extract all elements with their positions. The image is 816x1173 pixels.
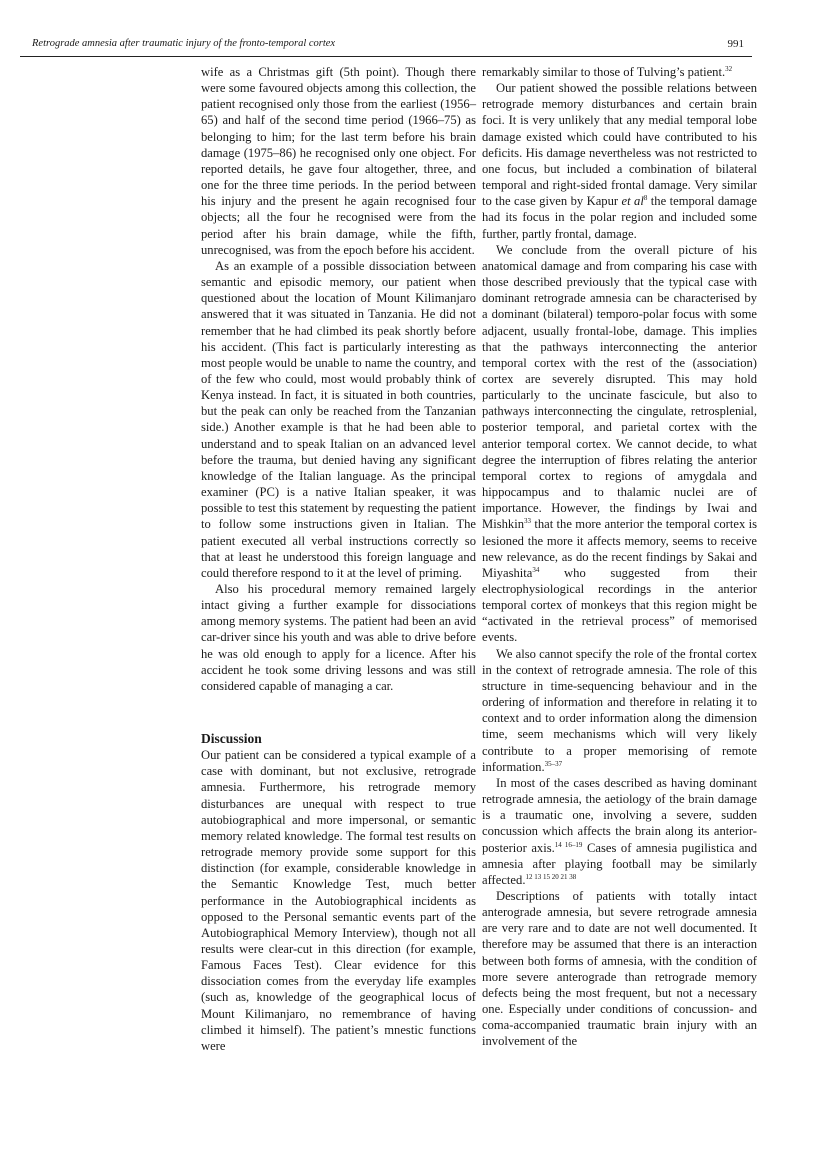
text-run: Cases of amnesia pugilistica and amnesia after playing football may be similarly affected. — [482, 840, 758, 887]
paragraph — [482, 80, 757, 242]
running-title: Retrograde amnesia after traumatic injury of the fronto-temporal cortex — [32, 38, 336, 49]
paragraph — [482, 64, 757, 80]
text-run: We also cannot specify the role of the frontal cortex in the context of retrograde amnesia. The role of this structure in time-sequencing behaviour and in the ordering of information and therefore in relating it to context and to order information along the dimension time, seem mechanisms which will very likely contribute to a proper memorising of remote information. — [482, 646, 757, 774]
citation-ref: 33 — [524, 517, 531, 526]
running-header — [32, 38, 744, 56]
paragraph: wife as a Christmas gift (5th point). Though there were some favoured objects among this collection, the patient recognised only those from the earliest (1956–65) and half of the second time period (1966–75) as belonging to him; for the last term before his brain damage (1975–86) he recognised only one object. For reported details, he gave four altogether, three, and one for the three time periods. In the period between his injury and the present he again recognised four objects; all the four he recognised were from the period after his brain damage, while the fifth, unrecognised, was from the epoch before his accident. — [201, 65, 476, 257]
text-run: We conclude from the overall picture of his anatomical damage and from comparing his case with those described previously that the typical case with dominant retrograde amnesia can be characterised by a dominant (bilateral) temporo-polar focus with some adjacent, usually frontal-lobe, damage. This implies that the pathways interconnecting the anterior temporal cortex with the rest of the (association) cortex are severely disrupted. This may hold particularly to the uncinate fascicule, but also to pathways interconnecting the cingulate, retrosplenial, posterior temporal, and parietal cortex with the anterior temporal cortex. We cannot decide, to what degree the interruption of fibres relating the anterior temporal cortex to regions of amygdala and hippocampus and to thalamic nuclei are of importance. However, the findings by Iwai and Mishkin — [482, 242, 757, 532]
header-rule — [20, 56, 752, 57]
text-run: Our patient showed the possible relations between retrograde memory disturbances and certain brain foci. It is very unlikely that any medial temporal lobe damage existed which could have contributed to his deficits. His damage nevertheless was not restricted to one focus, but included a combination of bilateral temporal and right-sided frontal damage. Very similar to the case given by Kapur — [482, 81, 757, 209]
paragraph: Also his procedural memory remained largely intact giving a further example for dissociations among memory systems. The patient had been an avid car-driver since his youth and was able to drive before he was old enough to apply for a licence. After his accident he took some driving lessons and was still considered capable of managing a car. — [201, 582, 476, 693]
paragraph: As an example of a possible dissociation between semantic and episodic memory, our patient when questioned about the location of Mount Kilimanjaro answered that it was situated in Tanzania. He did not remember that he had climbed its peak shortly before his accident. (This fact is particularly interesting as most people would be unable to name the country, and of the few who could, most would probably think of Kenya instead. In fact, it is situated in both countries, but the peak can only be reached from the Tanzanian side.) Another example is that he had been able to understand and to speak Italian on an advanced level before the trauma, but denied having any significant knowledge of the Italian language. As the principal examiner (PC) is a native Italian speaker, it was possible to test this statement by requesting the patient to follow some instructions given in Italian. The patient executed all verbal instructions correctly so that at least he understood this foreign language and could therefore respond to it at the level of priming. — [201, 258, 476, 580]
citation-ref: 32 — [725, 65, 733, 73]
et-al: et al — [621, 194, 644, 209]
text-run: In most of the cases described as having dominant retrograde amnesia, the aetiology of the brain damage is a traumatic one, involving a severe, sudden concussion which affects the brain along its anterior-posterior axis. — [482, 775, 757, 855]
text-run: that the more anterior the temporal cortex is lesioned the more it affects memory, seems to receive new relevance, as do the recent findings by Sakai and Miyashita — [482, 517, 757, 580]
citation-ref: 12 13 15 20 21 38 — [525, 872, 577, 881]
text-run: the temporal damage had its focus in the polar region and included some further, partly frontal, damage. — [482, 194, 757, 241]
citation-ref: 14 16–19 — [554, 840, 583, 849]
left-column — [201, 64, 476, 1054]
citation-ref: 34 — [532, 565, 540, 574]
paragraph — [482, 242, 757, 646]
right-column — [482, 64, 757, 1050]
text-run: who suggested from their electrophysiological recordings in the anterior temporal cortex of monkeys that this region might be “activated in the retrieval process” of memorised events. — [482, 565, 757, 645]
paragraph — [482, 646, 757, 775]
citation-ref: 35–37 — [544, 759, 563, 768]
page-number: 991 — [727, 38, 744, 50]
paragraph: Our patient can be considered a typical example of a case with dominant, but not exclusive, retrograde amnesia. Furthermore, his retrograde memory disturbances are unequal with respect to true autobiographical and more impersonal, or semantic memory related knowledge. The formal test results on retrograde memory provide some support for this distinction (for example, considerable knowledge in the Semantic Knowledge Test, much better performance in the Autobiographical incidents as opposed to the Personal semantic events part of the Autobiographical Memory Interview), though not all results were clear-cut in this direction (for example, Famous Faces Test). Clear evidence for this dissociation comes from the everyday life examples (such as, knowledge of the geographical locus of Mount Kilimanjaro, no remembrance of having climbed it himself). The patient’s mnestic functions were — [201, 748, 476, 1053]
paragraph: Descriptions of patients with totally intact anterograde amnesia, but severe retrograde amnesia are very rare and to date are not well documented. It therefore may be assumed that there is an interaction between both forms of amnesia, with the condition of more severe anterograde than retrograde memory defects being the most frequent, but not a necessary one. Especially under conditions of concussion- and coma-accompanied traumatic brain injury with an involvement of the — [482, 888, 757, 1049]
text-run: remarkably similar to those of Tulving’s patient. — [482, 65, 726, 79]
discussion-heading: Discussion — [201, 731, 262, 747]
paragraph — [482, 775, 757, 888]
citation-ref: 8 — [643, 194, 648, 203]
